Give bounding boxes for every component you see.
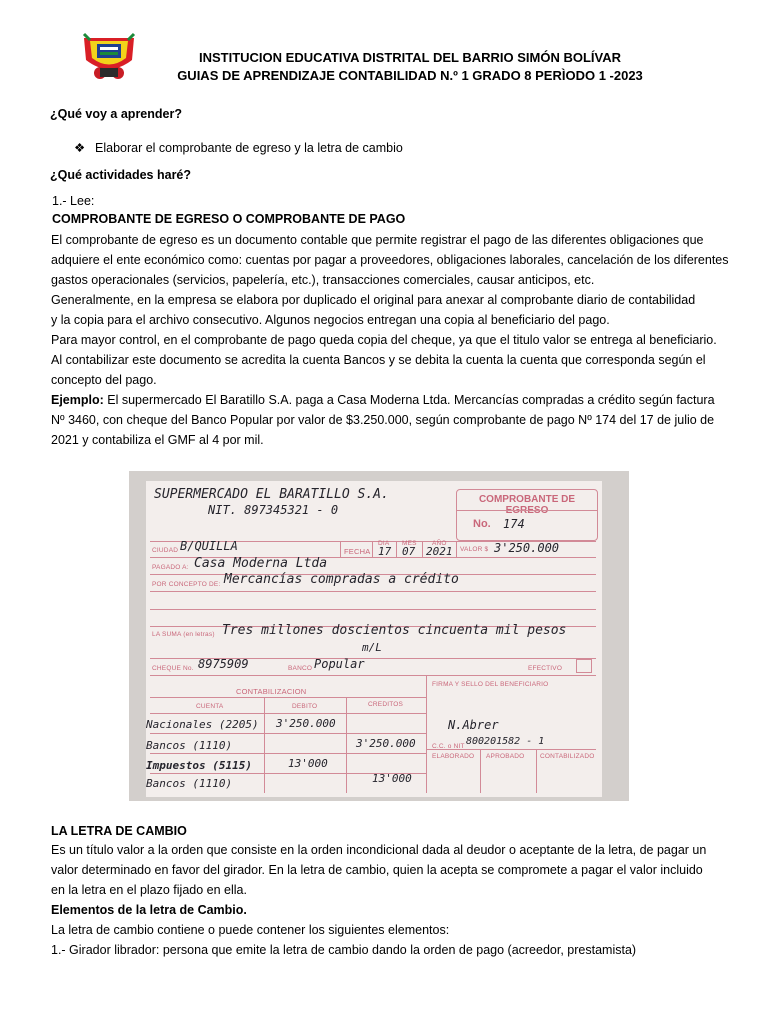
dia-label: DIA	[378, 540, 390, 547]
elaborado-label: ELABORADO	[432, 753, 475, 760]
body-line: Generalmente, en la empresa se elabora por duplicado el original para anexar al comprobante diario de contabilidad	[51, 293, 696, 307]
elements-title: Elementos de la letra de Cambio.	[51, 903, 247, 917]
efectivo-checkbox	[576, 659, 592, 673]
cc-label: C.C. o NIT	[432, 743, 465, 750]
contab-cuenta: Bancos (1110)	[146, 777, 233, 790]
efectivo-label: EFECTIVO	[528, 665, 563, 672]
contab-credito: 3'250.000	[356, 737, 416, 750]
contab-credito: 13'000	[372, 772, 412, 785]
mes-label: MES	[402, 540, 417, 547]
contab-cuenta: Nacionales (2205)	[146, 718, 259, 731]
voucher-no-label: No.	[473, 518, 491, 530]
voucher-no-value: 174	[503, 517, 525, 531]
col-cuenta-label: CUENTA	[196, 703, 224, 710]
voucher-photo	[129, 471, 629, 801]
example-line-1	[51, 390, 715, 410]
firma-label: FIRMA Y SELLO DEL BENEFICIARIO	[432, 681, 549, 688]
guide-title: GUIAS DE APRENDIZAJE CONTABILIDAD N.º 1 GRADO 8 PERÌODO 1 -2023	[177, 68, 643, 83]
valor-value: 3'250.000	[494, 541, 560, 555]
letra-line: valor determinado en favor del girador. En la letra de cambio, quien la acepta se compromete a pagar el valor incluido	[51, 863, 703, 877]
col-debito-label: DEBITO	[292, 703, 318, 710]
body-line: El comprobante de egreso es un documento contable que permite registrar el pago de las diferentes obligaciones que	[51, 233, 704, 247]
payment-voucher	[146, 481, 602, 797]
body-line: Para mayor control, en el comprobante de pago queda copia del cheque, ya que el titulo valor se entrega al beneficiario.	[51, 333, 717, 347]
example-line-2: Nº 3460, con cheque del Banco Popular por valor de $3.250.000, según comprobante de pago Nº 174 del 17 de julio de	[51, 413, 715, 427]
voucher-title-box	[456, 489, 598, 541]
section-title: COMPROBANTE DE EGRESO O COMPROBANTE DE PAGO	[52, 212, 406, 226]
valor-label: VALOR $	[460, 546, 489, 553]
banco-label: BANCO	[288, 665, 313, 672]
letra-line: en la letra en el plazo fijado en ella.	[51, 883, 247, 897]
contabilizado-label: CONTABILIZADO	[540, 753, 595, 760]
banco-value: Popular	[314, 657, 365, 671]
bullet-objective: Elaborar el comprobante de egreso y la letra de cambio	[95, 141, 403, 155]
learn-heading: ¿Qué voy a aprender?	[50, 107, 182, 121]
concepto-label: POR CONCEPTO DE:	[152, 581, 221, 588]
body-line: concepto del pago.	[51, 373, 157, 387]
mes-value: 07	[402, 545, 416, 558]
ciudad-value: B/QUILLA	[180, 539, 238, 553]
voucher-doc-title: COMPROBANTE DE EGRESO	[478, 494, 576, 516]
contab-debito: 3'250.000	[276, 717, 336, 730]
letra-title: LA LETRA DE CAMBIO	[51, 824, 187, 838]
institution-title: INSTITUCION EDUCATIVA DISTRITAL DEL BARRIO SIMÓN BOLÍVAR	[198, 50, 622, 65]
contab-cuenta: Impuestos (5115)	[146, 759, 252, 772]
concepto-value: Mercancías compradas a crédito	[224, 572, 459, 587]
fecha-label: FECHA	[344, 547, 371, 556]
bullet-diamond-icon: ❖	[74, 141, 86, 155]
pagado-value: Casa Moderna Ltda	[194, 556, 328, 571]
suma-label: LA SUMA (en letras)	[152, 631, 215, 638]
body-line: y la copia para el archivo consecutivo. Algunos negocios entregan una copia al beneficiario del pago.	[51, 313, 610, 327]
element-item-1: 1.- Girador librador: persona que emite la letra de cambio dando la orden de pago (acreedor, prestamista)	[51, 943, 637, 957]
example-line-3: 2021 y contabiliza el GMF al 4 por mil.	[51, 433, 264, 447]
body-line: adquiere el ente económico como: cuentas por pagar a proveedores, obligaciones laborales, cancelación de los diferentes	[51, 253, 729, 267]
read-instruction: 1.- Lee:	[52, 194, 95, 208]
body-line: Al contabilizar este documento se acredita la cuenta Bancos y se debita la cuenta la cuenta que corresponda según el	[51, 353, 706, 367]
body-line: gastos operacionales (servicios, papelería, etc.), transacciones comerciales, causar anticipos, etc.	[51, 273, 595, 287]
suma-value-2: m/L	[362, 641, 382, 654]
cc-value: 800201582 - 1	[466, 736, 545, 747]
contab-label: CONTABILIZACION	[236, 687, 307, 696]
ano-label: AÑO	[432, 540, 447, 547]
cheque-value: 8975909	[198, 657, 249, 671]
letra-line: Es un título valor a la orden que consiste en la orden incondicional dada al deudor o aceptante de la letra, de pagar un	[51, 843, 707, 857]
example-text: El supermercado El Baratillo S.A. paga a Casa Moderna Ltda. Mercancías compradas a crédito según factura	[103, 393, 715, 407]
ano-value: 2021	[426, 545, 453, 558]
contab-cuenta: Bancos (1110)	[146, 739, 233, 752]
activities-heading: ¿Qué actividades haré?	[50, 168, 192, 182]
ciudad-label: CIUDAD	[152, 547, 179, 554]
suma-value-1: Tres millones doscientos cincuenta mil pesos	[222, 623, 567, 638]
voucher-company: SUPERMERCADO EL BARATILLO S.A.	[154, 487, 389, 502]
voucher-nit: NIT. 897345321 - 0	[208, 503, 339, 517]
school-crest-logo	[78, 30, 140, 82]
example-label: Ejemplo:	[51, 393, 104, 407]
col-credito-label: CREDITOS	[368, 701, 404, 708]
elements-intro: La letra de cambio contiene o puede contener los siguientes elementos:	[51, 923, 450, 937]
contab-debito: 13'000	[288, 757, 328, 770]
cheque-label: CHEQUE No.	[152, 665, 194, 672]
aprobado-label: APROBADO	[486, 753, 525, 760]
beneficiary-signature: N.Abrer	[448, 718, 499, 732]
pagado-label: PAGADO A:	[152, 564, 189, 571]
dia-value: 17	[378, 545, 392, 558]
